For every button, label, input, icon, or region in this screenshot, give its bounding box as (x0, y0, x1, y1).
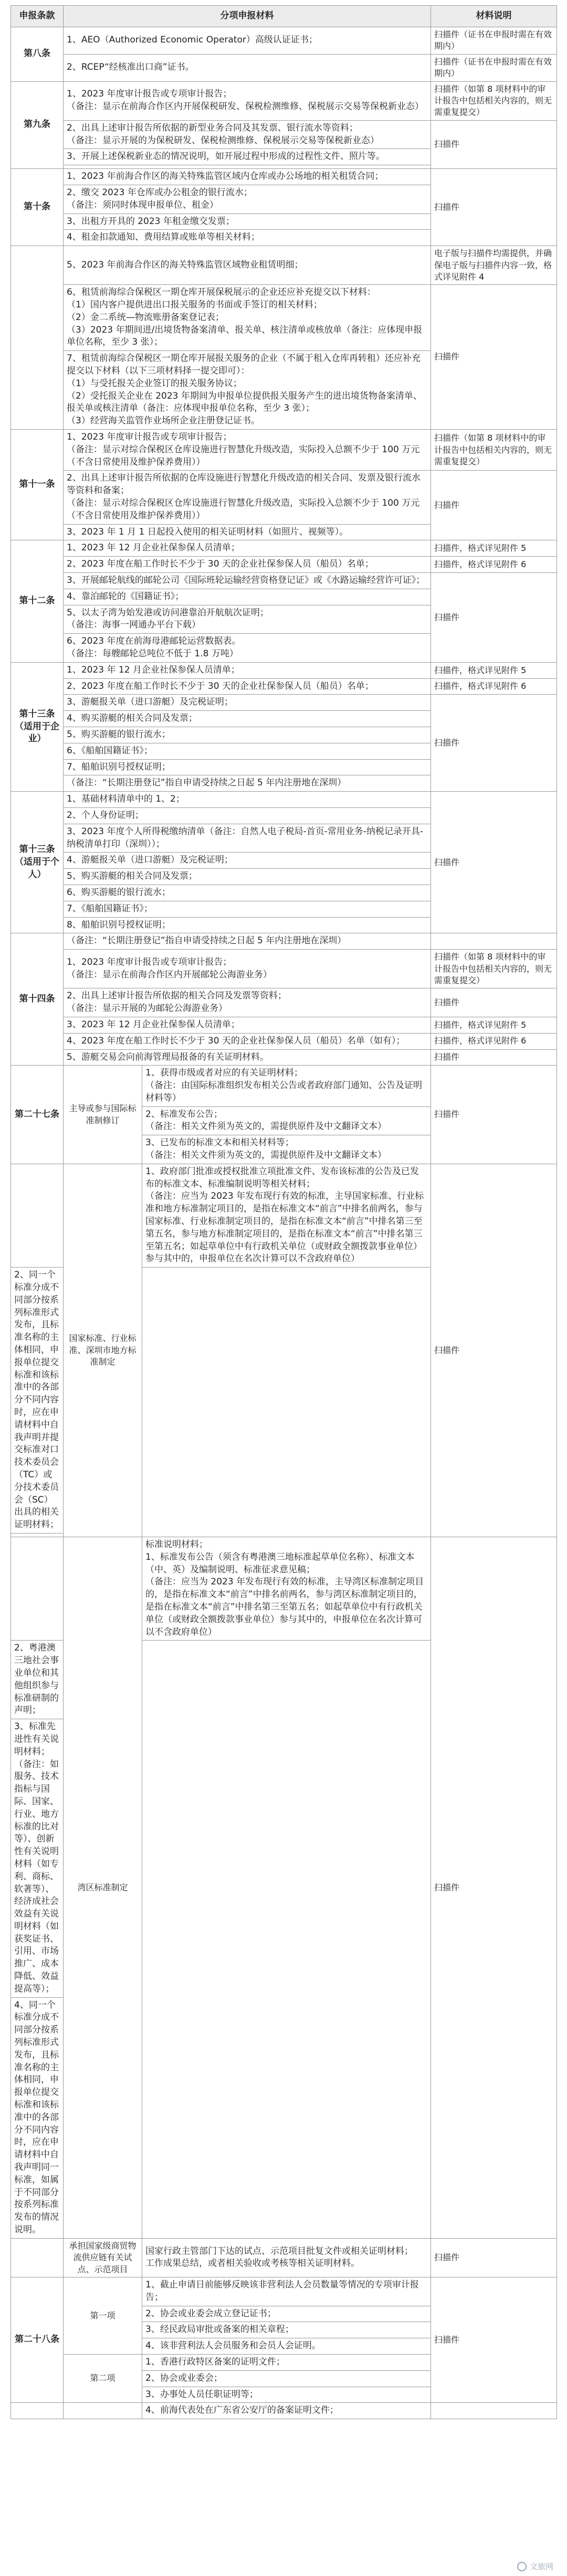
table-row (11, 2403, 557, 2419)
table-row (11, 430, 557, 471)
material-item: （备注：“长期注册登记”指自申请受持续之日起 5 年内注册地在深圳） (64, 775, 431, 792)
material-item: 3、经民政局审批或备案的相关章程； (142, 2322, 431, 2338)
note-cell: 扫描件 (431, 695, 557, 792)
table-row (11, 933, 557, 950)
material-item: 1、获得市级或者对应的有关证明材料； （备注：由国际标准组织发布相关公告或者政府部门通知、公告及证明材料等） (142, 1066, 431, 1106)
material-item: 3、已发布的标准文本和相关材料等； （备注：相关文件须为英文的，需提供原件及中文翻译文本） (142, 1135, 431, 1164)
material-item: 2、出具上述审计报告所依据的仓库设施进行智慧化升级改造的相关合同、发票及银行流水等资料和备案； （备注：显示对综合保税区仓库设施进行智慧化升级改造，实际投入总额不少于 100 万元（不含日常使用及维护保养费用）） (64, 471, 431, 524)
material-item: 2、2023 年度在船工作时长不少于 30 天的企业社保参保人员（船员）名单； (64, 557, 431, 573)
material-item: 1、2023 年度审计报告或专项审计报告； （备注：显示在前海合作区内开展保税研发、保税检测维修、保税展示交易等保税新业态） (64, 81, 431, 120)
material-item: 3、标准先进性有关说明材料； （备注：如服务、技术指标与国际、国家、行业、地方标准的比对等）、创新性有关说明材料（如专利、商标、软著等）、经济成社会效益有关说明材料（如获奖证书、引用、市场推广、成本降低、效益提高等）； (11, 1719, 64, 1998)
note-cell: 扫描件，格式详见附件 5 (431, 1017, 557, 1033)
clause-cell (11, 246, 64, 430)
material-item: 6、购买游艇的银行流水； (64, 885, 431, 901)
material-item: 1、香港行政特区备案的证明文件； (142, 2354, 431, 2370)
material-item: （备注：“长期注册登记”指自申请受持续之日起 5 年内注册地在深圳） (64, 933, 431, 950)
material-item: 1、2023 年度审计报告或专项审计报告； （备注：显示在前海合作区内开展邮轮公海游业务） (64, 950, 431, 988)
note-cell: 扫描件（如第 8 项材料中的审计报告中包括相关内容的，则无需重复提交） (431, 81, 557, 120)
note-cell: 扫描件，格式详见附件 5 (431, 540, 557, 557)
material-item: 7、租赁前海综合保税区一期仓库开展报关服务的企业（不属于租入仓库再转租）还应补充提交以下材料（以下三项材料择一提交即可）： （1）与受托报关企业签订的报关服务协议； （2）受托报关企业在 2023 年期间为申报单位提供报关服务产生的进出境货物备案清单、报关单或核注清单（备注：应体现申报单位名称，至少 3 张）； （3）经营海关监管作业场所企业注册登记证书。 (64, 351, 431, 430)
table-header (11, 6, 557, 27)
note-cell: 扫描件 (431, 1537, 557, 2238)
clause-cell (11, 2403, 64, 2419)
material-item: 2、粤港澳三地社会事业单位和其他组织参与标准研制的声明； (11, 1641, 64, 1719)
material-item: 6、租赁前海综合保税区一期仓库开展保税展示的企业还应补充提交以下材料： （1）国内客户提供进出口报关服务的书面或手签订的相关材料； （2）金二系统—物流账册备案登记表； （3）2023 年期间进/出境货物备案清单、报关单、核注清单或核放单（备注：应体现申报单位名称，至少 3 张）； (64, 285, 431, 351)
note-cell: 扫描件 (431, 573, 557, 663)
note-cell: 扫描件 (431, 1066, 557, 1164)
material-item: 3、开展邮轮航线的邮轮公司《国际班轮运输经营资格登记证》或《水路运输经营许可证》； (64, 573, 431, 589)
category-cell: 主导或参与国际标准制修订 (64, 1066, 142, 1164)
table-body (11, 27, 557, 2419)
material-item: 4、靠泊邮轮的《国籍证书》； (64, 589, 431, 605)
table-row (11, 1033, 557, 1049)
table-row (11, 662, 557, 678)
table-row (11, 169, 557, 185)
material-item: 2、标准发布公告； （备注：相关文件须为英文的，需提供原件及中文翻译文本） (142, 1106, 431, 1135)
table-row (11, 54, 557, 81)
material-item (11, 1533, 64, 1537)
material-item: 2、缴交 2023 年仓库或办公租金的银行流水； （备注：须同时体现申报单位、租金） (64, 185, 431, 214)
note-cell (431, 933, 557, 950)
material-item: 2、2023 年度在船工作时长不少于 30 天的企业社保参保人员（船员）名单； (64, 678, 431, 695)
material-item: 4、前海代表处在广东省公安厅的备案证明文件； (142, 2403, 431, 2419)
clause-cell: 第十二条 (11, 540, 64, 662)
material-item: 3、2023 年 12 月企业社保参保人员清单； (64, 1017, 431, 1033)
material-item: 2、同一个标准分成不同部分按系列标准形式发布，且标准名称的主体相同，申报单位提交标准和该标准中的各部分不同内容时，应在申请材料中自我声明并提交标准对口技术委员会（TC）或分技术委员会（SC）出具的相关证明材料； (11, 1268, 64, 1534)
note-cell: 扫描件 (431, 2277, 557, 2402)
clause-cell: 第二十八条 (11, 2277, 64, 2402)
material-item: 3、开展上述保税新业态的情况说明，如开展过程中形成的过程性文件、照片等。 (64, 149, 431, 165)
category-cell (64, 2403, 142, 2419)
category-cell: 承担国家级商贸物流供应链有关试点、示范项目 (64, 2238, 142, 2277)
table-row (11, 988, 557, 1017)
material-item: 1、2023 年 12 月企业社保参保人员清单； (64, 662, 431, 678)
note-cell: 扫描件 (431, 1049, 557, 1066)
material-item: 8、船舶识别号授权证明； (64, 917, 431, 933)
note-cell: 扫描件 (431, 120, 557, 168)
table-row (11, 573, 557, 589)
materials-table (10, 5, 557, 2419)
note-cell: 扫描件 (431, 988, 557, 1017)
material-item: 4、租金扣款通知、费用结算或账单等相关材料； (64, 230, 431, 246)
material-item: 5、2023 年前海合作区的海关特殊监管区域物业租赁明细； (64, 246, 431, 285)
material-item: 5、游艇交易会向前海管理局报备的有关证明材料。 (64, 1049, 431, 1066)
table-row (11, 557, 557, 573)
note-cell: 扫描件，格式详见附件 5 (431, 662, 557, 678)
material-item: 1、基础材料清单中的 1、2； (64, 792, 431, 808)
material-item: 5、购买游艇的相关合同及发票； (64, 869, 431, 885)
material-item: 1、2023 年度审计报告或专项审计报告； （备注：显示对综合保税区仓库设施进行智慧化升级改造，实际投入总额不少于 100 万元（不含日常使用及维护保养费用）） (64, 430, 431, 471)
material-item: 4、游艇报关单（进口游艇）及完税证明； (64, 853, 431, 869)
table-row (11, 285, 557, 351)
clause-cell (11, 1164, 64, 1267)
material-item: 3、游艇报关单（进口游艇）及完税证明； (64, 695, 431, 711)
note-cell: 扫描件 (431, 2238, 557, 2277)
table-row (11, 950, 557, 988)
header-materials: 分项申报材料 (64, 6, 431, 27)
category-cell: 第二项 (64, 2354, 142, 2402)
material-item: 1、政府部门批准或授权批准立项批准文件、发布该标准的公告及已发布的标准文本、标准编制说明等相关材料； （备注：应当为 2023 年发布现行有效的标准，主导国家标准、行业标准和地方标准制定项目的，是指在标准文本“前言”中排名前两名，参与国家标准、行业标准制定项目的，是指在标准文本“前言”中排名第三至第五名，参与地方标准制定项目的，是指在标准文本“前言”中排名第三至第五名；如起草单位中有行政机关单位（或财政全额拨款事业单位）参与其中的，申报单位在名次计算可以不含政府单位） (142, 1164, 431, 1267)
clause-cell: 第九条 (11, 81, 64, 169)
material-item: 2、出具上述审计报告所依据的新型业务合同及其发票、银行流水等资料； （备注：显示开展的为保税研发、保税检测维修、保税展示交易等保税新业态） (64, 120, 431, 149)
note-cell: 扫描件，格式详见附件 6 (431, 1033, 557, 1049)
table-row (11, 1049, 557, 1066)
note-cell: 扫描件 (431, 169, 557, 246)
material-item: 3、2023 年度个人所得税缴纳清单（备注：自然人电子税局-首页-常用业务-纳税记录开具-纳税清单打印（深圳））； (64, 824, 431, 853)
material-item: 3、2023 年 1 月 1 日起投入使用的相关证明材料（如照片、视频等）。 (64, 524, 431, 540)
clause-cell: 第十三条（适用于企业） (11, 662, 64, 791)
material-item: 2、RCEP“经核准出口商”证书。 (64, 54, 431, 81)
note-cell: 扫描件 (431, 471, 557, 540)
clause-cell: 第二十七条 (11, 1066, 64, 1164)
note-cell: 扫描件，格式详见附件 6 (431, 557, 557, 573)
note-cell: 扫描件 (431, 792, 557, 933)
table-row (11, 695, 557, 711)
watermark-text: 文旅网 (529, 2562, 553, 2571)
note-cell: 扫描件 (431, 285, 557, 430)
table-row (11, 678, 557, 695)
material-item: 1、AEO（Authorized Economic Operator）高级认证证书； (64, 27, 431, 55)
material-item: 7、船舶识别号授权证明； (64, 759, 431, 775)
table-row (11, 27, 557, 55)
table-row (11, 471, 557, 524)
table-row (11, 1066, 557, 1106)
table-row (11, 1537, 557, 1640)
material-item: 1、截止申请日前能够反映该非营利法人会员数量等情况的专项审计报告； (142, 2277, 431, 2306)
material-item: 1、2023 年 12 月企业社保参保人员清单； (64, 540, 431, 557)
header-notes: 材料说明 (431, 6, 557, 27)
watermark-logo-icon (517, 2562, 527, 2571)
material-item: 2、协会或业委会； (142, 2370, 431, 2387)
material-item: 6、《船舶国籍证书》； (64, 743, 431, 759)
header-clause: 申报条款 (11, 6, 64, 27)
note-cell: 扫描件，格式详见附件 6 (431, 678, 557, 695)
note-cell: 扫描件（证书在申报时需在有效期内） (431, 27, 557, 55)
material-item: 4、2023 年度在船工作时长不少于 30 天的企业社保参保人员（船员）名单（如有）； (64, 1033, 431, 1049)
material-item: 3、办事处人员任职证明等； (142, 2387, 431, 2403)
clause-cell: 第八条 (11, 27, 64, 82)
material-item: 标准说明材料； 1、标准发布公告（须含有粤港澳三地标准起草单位名称）、标准文本（中、英）及编制说明、标准征求意见稿； （备注：应当为 2023 年发布现行有效的标准，主导湾区标准制定项目的，是指在标准文本“前言”中排名前两名，参与湾区标准制定项目的，是指在标准文本“前言”中排名第三至第五名；如起草单位中有行政机关单位（或财政全额拨款事业单位）参与其中的，申报单位在名次计算可以不含政府单位） (142, 1537, 431, 1640)
category-cell: 第一项 (64, 2277, 142, 2354)
table-row (11, 2238, 557, 2277)
material-item: 1、2023 年前海合作区的海关特殊监管区域内仓库或办公场地的相关租赁合同； (64, 169, 431, 185)
material-item: 4、同一个标准分成不同部分按系列标准形式发布，且标准名称的主体相同，申报单位提交标准和该标准中的各部分不同内容时，应在申请材料中自我声明同一标准，如属于不同部分按系列标准发布的情况说明。 (11, 1997, 64, 2238)
material-item: 国家行政主管部门下达的试点、示范项目批复文件或相关证明材料； 工作成果总结，或者相关验收或考核等相关证明材料。 (142, 2238, 431, 2277)
material-item: 5、以太子湾为始发港或访问港靠泊开航航次证明； （备注：海事一网通办平台下载） (64, 605, 431, 634)
material-item: 2、个人身份证明； (64, 807, 431, 824)
clause-cell: 第十一条 (11, 430, 64, 540)
note-cell: 扫描件（如第 8 项材料中的审计报告中包括相关内容的，则无需重复提交） (431, 950, 557, 988)
material-item: 3、出租方开具的 2023 年租金缴交发票； (64, 214, 431, 230)
table-row (11, 120, 557, 149)
table-row (11, 792, 557, 808)
category-cell: 湾区标准制定 (64, 1537, 142, 2238)
material-item: 5、购买游艇的银行流水； (64, 727, 431, 743)
clause-cell (11, 1537, 64, 1640)
material-item: 2、协会或业委会成立登记证书； (142, 2306, 431, 2322)
table-row (11, 81, 557, 120)
clause-cell: 第十三条（适用于个人） (11, 792, 64, 933)
watermark (517, 2561, 553, 2572)
clause-cell: 第十四条 (11, 933, 64, 1066)
note-cell: 扫描件（证书在申报时需在有效期内） (431, 54, 557, 81)
material-item: 6、2023 年度在前海母港邮轮运营数据表。 （备注：每艘邮轮总吨位不低于 1.8 万吨） (64, 634, 431, 663)
table-row (11, 2277, 557, 2306)
material-item: 2、出具上述审计报告所依据的相关合同及发票等资料； （备注：显示开展的为邮轮公海游业务） (64, 988, 431, 1017)
table-row (11, 1017, 557, 1033)
clause-cell (11, 2238, 64, 2277)
material-item: 4、该非营利法人会员服务和会员人会证明。 (142, 2338, 431, 2355)
note-cell: 扫描件 (431, 1164, 557, 1537)
table-row (11, 1164, 557, 1267)
material-item: 4、购买游艇的相关合同及发票； (64, 711, 431, 727)
note-cell (431, 2403, 557, 2419)
table-row (11, 246, 557, 285)
note-cell: 扫描件（如第 8 项材料中的审计报告中包括相关内容的，则无需重复提交） (431, 430, 557, 471)
note-cell: 电子版与扫描件均需提供，并确保电子版与扫描件内容一致，格式详见附件 4 (431, 246, 557, 285)
table-row (11, 540, 557, 557)
clause-cell: 第十条 (11, 169, 64, 246)
material-item (64, 165, 431, 169)
material-item: 7、《船舶国籍证书》； (64, 901, 431, 917)
category-cell: 国家标准、行业标准、深圳市地方标准制定 (64, 1164, 142, 1537)
